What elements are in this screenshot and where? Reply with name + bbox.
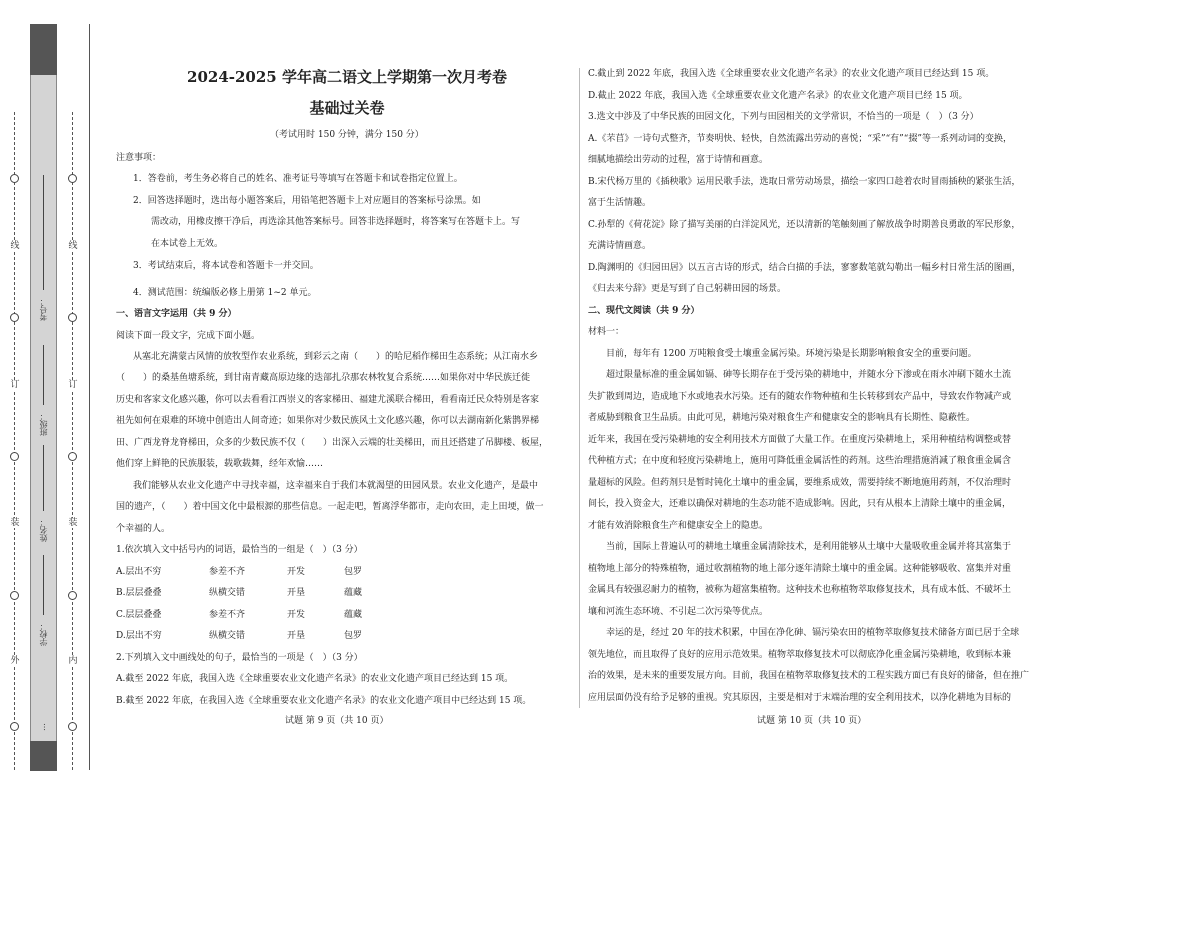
passage-line: 祖先如何在艰难的环境中创造出人间奇迹；如果你对少数民族风土文化感兴趣，你可以去湖南新化紫鹊界梯 [116,416,540,426]
q2-option-a: A.截至 2022 年底，我国入选《全球重要农业文化遗产名录》的农业文化遗产项目已经达到 15 项。 [116,674,514,684]
option-word: D.层出不穷 [116,631,162,641]
q3-option-line: 充满诗情画意。 [588,241,652,251]
passage-line: 幸运的是，经过 20 年的技术积累，中国在净化砷、镉污染农田的植物萃取修复技术储备方面已居于全球 [606,628,1020,638]
punch-ring [68,722,77,731]
notice-item: 在本试卷上无效。 [151,239,224,249]
passage-line: 领先地位，而且取得了良好的应用示范效果。植物萃取修复技术可以彻底净化重金属污染耕地，收到标本兼 [588,650,1012,660]
option-word: 纵横交错 [209,631,246,641]
strip-bottom-block [30,741,57,771]
passage-line: 我们能够从农业文化遗产中寻找幸福，这幸福来自于我们本就渴望的田园风景。农业文化遗产，是最中 [133,481,539,491]
punch-ring [68,174,77,183]
passage-line: 代种植方式；在中度和轻度污染耕地上，施用可降低重金属活性的药剂。这些治理措施消减了粮食重金属含 [588,456,1012,466]
margin-rule [89,24,90,770]
notice-item: 2．回答选择题时，选出每小题答案后，用铅笔把答题卡上对应题目的答案标号涂黑。如 [133,196,481,206]
punch-ring [68,591,77,600]
class-field[interactable] [43,345,44,405]
question-3: 3.选文中涉及了中华民族的田园文化，下列与田园相关的文学常识，不恰当的一项是（ ）（3 分） [588,112,979,122]
page-title: 2024-2025 学年高二语文上学期第一次月考卷 [187,68,507,86]
strip-ellipsis: … [38,723,47,731]
question-2: 2.下列填入文中画线处的句子，最恰当的一项是（ ）（3 分） [116,653,363,663]
punch-ring [10,313,19,322]
q3-option-line: A.《芣苢》一诗句式整齐，节奏明快、轻快，自然流露出劳动的喜悦；“采”“有”“掇”等一系列动词的变换， [588,134,1012,144]
passage-line: 失扩散到周边，造成地下水或地表水污染。还有的随农作物种植和生长转移到农产品中，导致农作物减产或 [588,392,1012,402]
passage-line: （ ）的桑基鱼塘系统，到甘南青藏高原边缘的迭部扎尕那农林牧复合系统……如果你对中华民族迁徙 [116,373,531,383]
passage-line: 个幸福的人。 [116,524,171,534]
seal-char-nei-right: 内 [68,656,78,666]
seal-char-ding-right: 订 [68,380,78,390]
seal-line-right [72,112,73,770]
passage-line: 壤和河流生态环境、不引起二次污染等优点。 [588,607,769,617]
passage-line: 超过限量标准的重金属如镉、砷等长期存在于受污染的耕地中，并随水分下渗或在雨水冲刷下随水土流 [606,370,1012,380]
punch-ring [10,722,19,731]
passage-line: 从塞北充满蒙古风情的放牧型作农业系统，到彩云之南（ ）的哈尼稻作梯田生态系统；从江南水乡 [133,352,539,362]
punch-ring [10,452,19,461]
option-word: 参差不齐 [209,567,246,577]
question-1: 1.依次填入文中括号内的词语，最恰当的一组是（ ）（3 分） [116,545,363,555]
section-heading: 二、现代文阅读（共 9 分） [588,306,700,316]
passage-line: 目前，每年有 1200 万吨粮食受土壤重金属污染。环境污染是长期影响粮食安全的重要问题。 [606,349,977,359]
page-footer: 试题 第 10 页（共 10 页） [757,716,867,726]
seal-char-zhuang-right: 装 [68,518,78,528]
strip-top-block [30,24,57,75]
seal-char-wai-left: 外 [10,656,20,666]
passage-line: 当前，国际上普遍认可的耕地土壤重金属清除技术，是利用能够从土壤中大量吸收重金属并将其富集于 [606,542,1012,552]
passage-line: 才能有效消除粮食生产和健康安全上的隐患。 [588,521,769,531]
notice-item: 4．测试范围：统编版必修上册第 1~2 单元。 [133,288,317,298]
option-word: C.层层叠叠 [116,610,162,620]
name-field[interactable] [43,445,44,511]
exam-number-label: 考号： [39,297,48,321]
passage-line: 田、广西龙脊龙脊梯田，众多的少数民族不仅（ ）出深入云端的壮美梯田，而且还搭建了吊脚楼、板屋， [116,438,549,448]
punch-ring [68,452,77,461]
q2-option-b: B.截至 2022 年底，在我国入选《全球重要农业文化遗产名录》的农业文化遗产项目中已经达到 15 项。 [116,696,532,706]
q3-option-line: D.陶渊明的《归园田居》以五言古诗的形式，结合白描的手法，寥寥数笔就勾勒出一幅乡村日常生活的图画， [588,263,1021,273]
notice-item: 3．考试结束后，将本试卷和答题卡一并交回。 [133,261,319,271]
seal-char-xian-left: 线 [10,241,20,251]
punch-ring [10,174,19,183]
q3-option-line: B.宋代杨万里的《插秧歌》运用民歌手法，选取日常劳动场景，描绘一家四口趁着农时冒雨插秧的紧张生活， [588,177,1021,187]
seal-char-xian-right: 线 [68,241,78,251]
option-word: 开发 [287,610,306,620]
notice-item: 1．答卷前，考生务必将自己的姓名、准考证号等填写在答题卡和试卷指定位置上。 [133,174,463,184]
passage-line: 国的遗产，（ ）着中国文化中最根源的那些信息。一起走吧，暂离浮华都市，走向农田，走上田埂，做一 [116,502,544,512]
option-word: 参差不齐 [209,610,246,620]
passage-line: 植物地上部分的特殊植物，通过收割植物的地上部分逐年清除土壤中的重金属。这种能够吸收、富集并对重 [588,564,1012,574]
option-word: 包罗 [344,631,363,641]
option-word: B.层层叠叠 [116,588,162,598]
seal-line-left [14,112,15,770]
q3-option-line: 《归去来兮辞》更是写到了自己躬耕田园的场景。 [588,284,787,294]
class-label: 班级： [39,412,48,436]
punch-ring [68,313,77,322]
option-word: 纵横交错 [209,588,246,598]
q3-option-line: 富于生活情趣。 [588,198,652,208]
passage-line: 应用层面仍没有给予足够的重视。究其原因，主要是相对于末端治理的安全利用技术，以净化耕地为目标的 [588,693,1012,703]
passage-line: 治的效果，是未来的重要发展方向。目前，我国在植物萃取修复技术的工程实践方面已有良好的储备，但在推广 [588,671,1030,681]
column-divider [579,68,580,708]
option-word: 蕴藏 [344,588,363,598]
passage-line: 间长，投入资金大，还难以确保对耕地的生态功能不造成影响。因此，只有从根本上清除土壤中的重金属， [588,499,1012,509]
page-footer: 试题 第 9 页（共 10 页） [285,716,389,726]
notice-item: 需改动，用橡皮擦干净后，再选涂其他答案标号。回答非选择题时，将答案写在答题卡上。写 [151,217,521,227]
passage-line: 历史和客家文化感兴趣，你可以去看看江西崇义的客家梯田、福建尤溪联合梯田，看看南迁民众特别是客家 [116,395,540,405]
instruction: 阅读下面一段文字，完成下面小题。 [116,331,261,341]
name-label: 姓名： [39,518,48,542]
q3-option-line: 细腻地描绘出劳动的过程，富于诗情和画意。 [588,155,769,165]
passage-line: 量超标的风险。但药剂只是暂时钝化土壤中的重金属，要维系成效，需要持续不断地施用药剂，不仅治理时 [588,478,1012,488]
material-label: 材料一： [588,327,625,337]
option-word: 包罗 [344,567,363,577]
exam-info: （考试用时 150 分钟，满分 150 分） [270,130,424,140]
section-heading: 一、语言文字运用（共 9 分） [116,309,237,319]
school-field[interactable] [43,555,44,615]
notice-heading: 注意事项： [116,153,162,163]
passage-line: 者威胁到粮食卫生品质。由此可见，耕地污染对粮食生产和健康安全的影响具有长期性、隐蔽性。 [588,413,976,423]
punch-ring [10,591,19,600]
page-subtitle: 基础过关卷 [309,99,385,117]
q3-option-line: C.孙犁的《荷花淀》除了描写美丽的白洋淀风光，还以清新的笔触刻画了解放战争时期善良勇敢的军民形象， [588,220,1021,230]
passage-line: 他们穿上鲜艳的民族服装，载歌载舞，经年欢愉…… [116,459,324,469]
option-word: 开垦 [287,588,306,598]
seal-char-ding-left: 订 [10,380,20,390]
q2-option-d: D.截止 2022 年底，我国入选《全球重要农业文化遗产名录》的农业文化遗产项目已经 15 项。 [588,91,968,101]
option-word: A.层出不穷 [116,567,162,577]
q2-option-c: C.截止到 2022 年底，我国入选《全球重要农业文化遗产名录》的农业文化遗产项目已经达到 15 项。 [588,69,995,79]
option-word: 开发 [287,567,306,577]
option-word: 蕴藏 [344,610,363,620]
option-word: 开垦 [287,631,306,641]
school-label: 学校： [39,622,48,646]
seal-char-zhuang-left: 装 [10,518,20,528]
passage-line: 金属具有较强忍耐力的植物，被称为超富集植物。这种技术也称植物萃取修复技术，具有成本低、不破坏土 [588,585,1012,595]
exam-number-field[interactable] [43,175,44,290]
passage-line: 近年来，我国在受污染耕地的安全利用技术方面做了大量工作。在重度污染耕地上，采用种植结构调整或替 [588,435,1012,445]
